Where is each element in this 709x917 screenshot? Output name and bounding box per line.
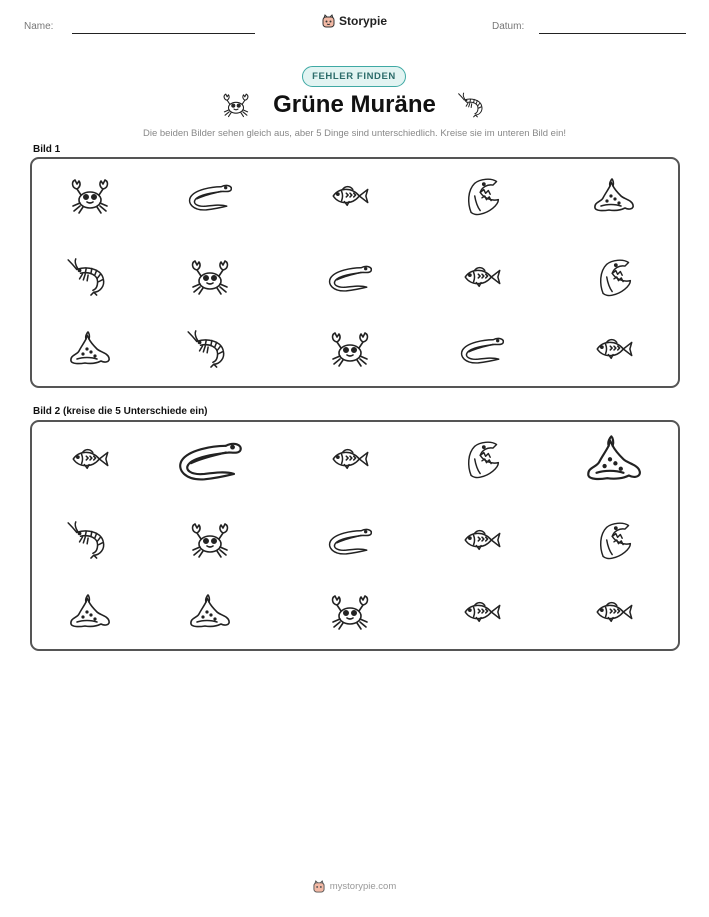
shrimp-icon bbox=[458, 91, 488, 119]
picture2-fish-icon[interactable] bbox=[591, 598, 637, 626]
picture1-crab-icon bbox=[68, 176, 112, 216]
picture2-crab-icon[interactable] bbox=[328, 592, 372, 632]
picture1-label: Bild 1 bbox=[33, 144, 61, 155]
picture2-sea-slug-icon[interactable] bbox=[67, 594, 113, 630]
instruction-text: Die beiden Bilder sehen gleich aus, aber 5 Dinge sind unterschiedlich. Kreise sie im unteren Bild ein! bbox=[143, 128, 566, 139]
brand-name: Storypie bbox=[339, 14, 388, 28]
picture2-panel[interactable] bbox=[30, 420, 680, 651]
picture1-eel-icon bbox=[326, 261, 374, 293]
picture2-fish-icon[interactable] bbox=[67, 445, 113, 473]
page-title: Grüne Muräne bbox=[273, 91, 436, 118]
crab-icon bbox=[221, 91, 251, 119]
picture1-panel bbox=[30, 157, 680, 388]
picture1-eel-icon bbox=[186, 180, 234, 212]
picture1-moray-head-icon bbox=[594, 257, 634, 297]
picture1-sea-slug-icon bbox=[67, 331, 113, 367]
picture1-fish-icon bbox=[327, 182, 373, 210]
picture2-eel-icon[interactable] bbox=[326, 524, 374, 556]
name-field-line[interactable] bbox=[72, 33, 255, 34]
date-field-line[interactable] bbox=[539, 33, 686, 34]
footer bbox=[0, 880, 709, 893]
picture2-eel-icon[interactable] bbox=[175, 436, 245, 482]
picture1-crab-icon bbox=[188, 257, 232, 297]
picture2-fish-icon[interactable] bbox=[459, 526, 505, 554]
picture2-moray-head-icon[interactable] bbox=[462, 439, 502, 479]
date-label: Datum: bbox=[492, 21, 525, 32]
worksheet-type-badge: FEHLER FINDEN bbox=[302, 66, 406, 87]
picture2-label: Bild 2 (kreise die 5 Unterschiede ein) bbox=[33, 406, 208, 417]
picture2-crab-icon[interactable] bbox=[188, 520, 232, 560]
picture1-eel-icon bbox=[458, 333, 506, 365]
brand-logo bbox=[322, 14, 387, 28]
picture1-crab-icon bbox=[328, 329, 372, 369]
picture2-moray-head-icon[interactable] bbox=[594, 520, 634, 560]
picture1-shrimp-icon bbox=[67, 258, 113, 296]
footer-url[interactable]: mystorypie.com bbox=[329, 881, 397, 892]
storypie-mascot-icon bbox=[313, 880, 325, 893]
picture1-fish-icon bbox=[591, 335, 637, 363]
picture1-sea-slug-icon bbox=[591, 178, 637, 214]
picture2-sea-slug-icon[interactable] bbox=[583, 435, 645, 484]
picture2-fish-icon[interactable] bbox=[459, 598, 505, 626]
picture1-moray-head-icon bbox=[462, 176, 502, 216]
name-label: Name: bbox=[24, 21, 54, 32]
picture1-fish-icon bbox=[459, 263, 505, 291]
picture2-shrimp-icon[interactable] bbox=[67, 521, 113, 559]
picture2-fish-icon[interactable] bbox=[327, 445, 373, 473]
title-row bbox=[0, 91, 709, 119]
storypie-mascot-icon bbox=[322, 14, 335, 28]
picture2-sea-slug-icon[interactable] bbox=[187, 594, 233, 630]
picture1-shrimp-icon bbox=[187, 330, 233, 368]
